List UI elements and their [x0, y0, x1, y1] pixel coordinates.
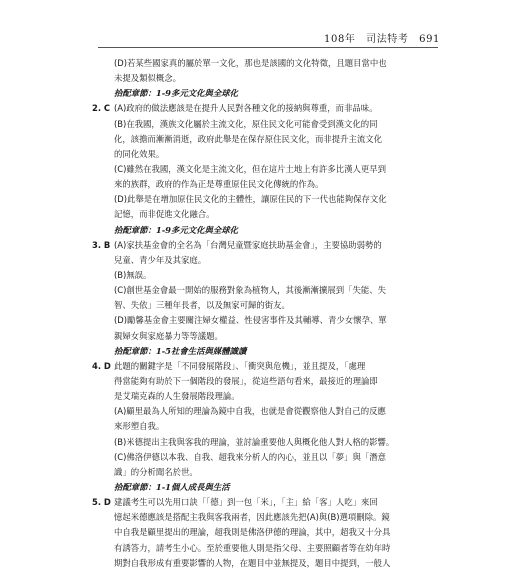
question-5	[92, 495, 442, 571]
answer-line: 得當能夠有助於下一個階段的發展」，從這些語句看來，最接近的理論即	[114, 375, 378, 386]
chapter-reference: 拾配章節：1-1個人成長與生活	[114, 481, 230, 492]
answer-line: 親婦女與家庭暴力等等議題。	[114, 330, 223, 341]
answer-line: (D)勵馨基金會主要關注婦女權益、性侵害事件及其輔導、青少女懷孕、單	[114, 315, 387, 326]
header-divider	[98, 47, 438, 48]
question-3	[92, 238, 442, 359]
continued-answer	[114, 56, 442, 101]
answer-line: (D)此舉是在增加原住民文化的主體性，讓原住民的下一代也能夠保存文化	[114, 194, 387, 205]
question-2	[92, 101, 442, 237]
chapter-reference: 拾配章節：1-9多元文化與全球化	[114, 224, 239, 235]
answer-line: (B)米德提出主我與客我的理論，並討論重要他人與概化他人對人格的影響。	[114, 436, 395, 447]
answer-line: 兒童、青少年及其家庭。	[114, 254, 207, 265]
question-4	[92, 359, 442, 495]
answer-line: 期對自我形成有重要影響的人物，在題目中並無提及，題目中提到，一般人	[114, 557, 391, 568]
answer-line: 來的族群，政府的作為正是尊重原住民文化傳統的作為。	[114, 179, 324, 190]
answer-line: 憶起米德應該是搭配主我與客我兩者，因此應該先把(A)與(B)選項刪除。鏡	[114, 512, 390, 523]
answer-line: 智、失依」三種年長者，以及無家可歸的街友。	[114, 300, 290, 311]
answer-line: 識」的分析聞名於世。	[114, 466, 198, 477]
answer-line: 建議考生可以先用口訣「「德」到一包「米」，「主」給「客」人吃」來回	[114, 497, 378, 508]
answer-line: (B)無誤。	[114, 269, 152, 280]
answer-line: (A)政府的做法應該是在提升人民對各種文化的接納與尊重，而非品味。	[114, 103, 378, 114]
answer-line: 此題的關鍵字是「不同發展階段」、「衝突與危機」，並且提及，「處理	[114, 360, 366, 371]
chapter-reference: 拾配章節：1-9多元文化與全球化	[114, 88, 239, 99]
answer-line: (C)雖然在我國，漢文化是主流文化，但在這片土地上有許多比漢人更早到	[114, 163, 387, 174]
answer-line: (A)家扶基金會的全名為「台灣兒童暨家庭扶助基金會」，主要協助弱勢的	[114, 239, 382, 250]
question-number: 3. B	[92, 239, 111, 250]
answer-line: 化，該擔而漸漸消逝，政府此舉是在保存原住民文化，而非提升主流文化	[114, 133, 382, 144]
question-number: 4. D	[92, 360, 111, 371]
answer-line: (C)創世基金會最一開始的服務對象為植物人，其後漸漸擴展到「失能、失	[114, 285, 387, 296]
answer-line: 中自我是顧里提出的理論，超我則是佛洛伊德的理論，其中，超我又十分具	[114, 527, 391, 538]
answer-line: 未提及類似概念。	[114, 73, 181, 84]
question-number: 2. C	[92, 103, 111, 114]
answer-line: 是艾瑞克森的人生發展階段理論。	[114, 391, 240, 402]
answer-content	[92, 56, 442, 571]
answer-line: (C)佛洛伊德以本我、自我、超我來分析人的內心，並且以「夢」與「潛意	[114, 451, 387, 462]
question-number: 5. D	[92, 497, 111, 508]
answer-line: 的同化效果。	[114, 148, 165, 159]
answer-line: 有誘答力，請考生小心。至於重要他人則是指父母、主要照顧者等在幼年時	[114, 542, 391, 553]
answer-line: 記憶，而非促進文化融合。	[114, 209, 215, 220]
answer-line: (B)在我國，漢族文化屬於主流文化，原住民文化可能會受到漢文化的同	[114, 118, 378, 129]
answer-line: 來形塑自我。	[114, 421, 165, 432]
answer-line: (A)顧里最為人所知的理論為鏡中自我，也就是會從觀察他人對自己的反應	[114, 406, 386, 417]
answer-line: (D)若某些國家真的屬於單一文化，那也是該國的文化特徵，且題目當中也	[114, 58, 387, 68]
chapter-reference: 拾配章節：1-5社會生活與媒體識讀	[114, 345, 247, 356]
page-header: 108年 司法特考 691	[324, 34, 440, 45]
